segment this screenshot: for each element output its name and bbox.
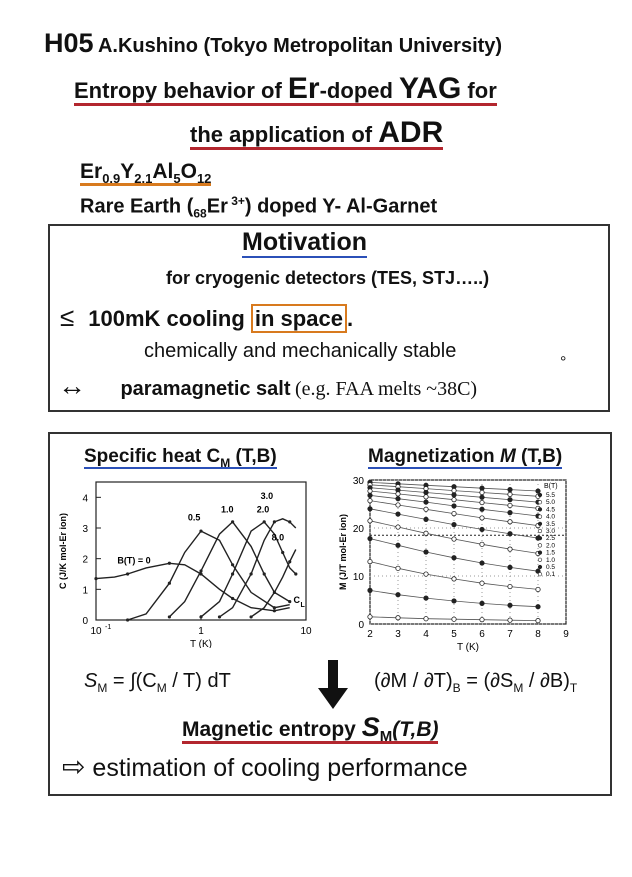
title-text-1: Entropy behavior of bbox=[74, 78, 288, 103]
motivation-heading bbox=[242, 228, 367, 257]
series-point bbox=[452, 488, 456, 492]
legend-marker bbox=[538, 558, 542, 562]
series-point bbox=[452, 522, 456, 526]
series-point bbox=[508, 603, 512, 607]
formula-o: O bbox=[180, 160, 197, 183]
curve-annotation-sub: L bbox=[300, 602, 305, 610]
series-point bbox=[424, 490, 428, 494]
formula-al-sub: 5 bbox=[173, 171, 181, 187]
x-axis-label: T (K) bbox=[456, 642, 480, 653]
series-point bbox=[424, 507, 428, 511]
series-point bbox=[368, 615, 372, 619]
x-tick-label: 2 bbox=[367, 629, 373, 640]
maxwell-sub-b: B bbox=[452, 681, 461, 695]
estimation-text: estimation of cooling performance bbox=[92, 754, 468, 782]
series-point bbox=[263, 520, 266, 523]
entropy-sub: M bbox=[379, 728, 393, 746]
legend-label: 3.5 bbox=[546, 520, 556, 528]
legend-marker bbox=[538, 493, 542, 497]
series-point bbox=[508, 503, 512, 507]
curve-annotation: B(T) = 0 bbox=[117, 555, 151, 566]
x-tick-label: 9 bbox=[563, 629, 569, 640]
series-point bbox=[281, 551, 284, 554]
x-tick-label: 6 bbox=[479, 629, 485, 640]
series-point bbox=[396, 512, 400, 516]
series-point bbox=[424, 500, 428, 504]
series-point bbox=[288, 520, 291, 523]
series-point bbox=[396, 543, 400, 547]
entropy-s: S bbox=[361, 712, 380, 742]
motivation-box bbox=[48, 224, 610, 412]
hollow-arrow-icon: ⇨ bbox=[62, 751, 86, 782]
series-point bbox=[508, 584, 512, 588]
series-point bbox=[480, 542, 484, 546]
series-point bbox=[452, 504, 456, 508]
curve-annotation: 0.5 bbox=[187, 512, 201, 523]
title-underline-1 bbox=[74, 72, 497, 106]
legend-label: 2.0 bbox=[546, 542, 556, 550]
sm-sub-2: M bbox=[156, 681, 167, 695]
series-point bbox=[480, 581, 484, 585]
curve-annotation: C bbox=[293, 595, 300, 606]
magnetization-heading bbox=[368, 446, 562, 468]
maxwell-mid: = (∂S bbox=[460, 670, 514, 692]
series-point bbox=[480, 561, 484, 565]
specific-heat-text: Specific heat C bbox=[84, 446, 221, 467]
y-tick-label: 4 bbox=[82, 493, 88, 505]
magnetic-entropy-underline bbox=[182, 712, 439, 746]
series-point bbox=[536, 587, 540, 591]
rare-earth-text-1: Rare Earth ( bbox=[80, 195, 194, 218]
x-tick-exponent: -1 bbox=[105, 624, 112, 631]
magnetization-chart bbox=[334, 474, 604, 654]
rare-earth-text-2: ) doped Y- Al-Garnet bbox=[244, 195, 438, 218]
legend-label: 4.0 bbox=[546, 513, 556, 521]
series-point bbox=[480, 601, 484, 605]
faa-example-text: (e.g. FAA melts ~38C) bbox=[294, 378, 478, 400]
series-point bbox=[273, 520, 276, 523]
estimation-line bbox=[62, 750, 468, 783]
legend-label: 3.0 bbox=[546, 528, 556, 535]
legend-title: B(T) bbox=[544, 483, 558, 490]
series-point bbox=[396, 593, 400, 597]
curve-annotation: 2.0 bbox=[256, 504, 270, 515]
specific-heat-underline bbox=[84, 446, 277, 469]
entropy-label: Magnetic entropy bbox=[182, 718, 362, 741]
series-point bbox=[452, 577, 456, 581]
x-tick-label: 10 bbox=[300, 626, 312, 637]
down-arrow-icon bbox=[316, 660, 350, 710]
leq-icon: ≤ bbox=[60, 302, 75, 332]
series-point bbox=[396, 503, 400, 507]
series-point bbox=[536, 605, 540, 609]
series-point bbox=[396, 492, 400, 496]
series-point bbox=[480, 527, 484, 531]
formula-underline bbox=[80, 160, 211, 186]
series-point bbox=[294, 572, 297, 575]
series-point bbox=[368, 519, 372, 523]
maxwell-sub-m: M bbox=[513, 681, 524, 695]
series-point bbox=[452, 599, 456, 603]
magnetization-text: Magnetization bbox=[368, 446, 500, 467]
magnetic-entropy-heading bbox=[182, 712, 438, 745]
sm-rest: = ∫(C bbox=[107, 670, 157, 692]
legend-label: 1.0 bbox=[546, 556, 556, 564]
series-point bbox=[199, 529, 202, 532]
series-point bbox=[168, 615, 171, 618]
maxwell-sub-t: T bbox=[569, 681, 578, 695]
series-point bbox=[231, 520, 234, 523]
series-point bbox=[263, 572, 266, 575]
legend-marker bbox=[538, 565, 542, 569]
legend-marker bbox=[538, 572, 542, 576]
formula-al: Al bbox=[152, 160, 174, 183]
chemical-formula bbox=[80, 160, 211, 186]
series-point bbox=[480, 495, 484, 499]
y-tick-label: 0 bbox=[358, 620, 364, 631]
series-point bbox=[480, 507, 484, 511]
series-point bbox=[508, 510, 512, 514]
series-point bbox=[368, 588, 372, 592]
specific-heat-args: (T,B) bbox=[230, 446, 277, 467]
y-tick-label: 30 bbox=[352, 476, 364, 487]
motivation-line-2 bbox=[60, 302, 353, 333]
y-axis-label: M (J/T mol-Er ion) bbox=[338, 514, 348, 590]
series-point bbox=[126, 572, 129, 575]
series-point bbox=[480, 516, 484, 520]
formula-er: Er bbox=[80, 160, 103, 183]
series-point bbox=[168, 582, 171, 585]
er-charge: 3+ bbox=[227, 194, 245, 208]
series-point bbox=[231, 572, 234, 575]
magnetization-underline bbox=[368, 446, 562, 469]
in-space-text: in space bbox=[251, 304, 347, 333]
specific-heat-sub: M bbox=[220, 455, 231, 470]
maxwell-relation bbox=[374, 670, 577, 695]
series-point bbox=[249, 615, 252, 618]
sm-end: / T) dT bbox=[166, 670, 231, 692]
series-point bbox=[508, 618, 512, 622]
series-point bbox=[424, 617, 428, 621]
title-text-4: the application of bbox=[190, 122, 379, 147]
formula-y-sub: 2.1 bbox=[134, 171, 153, 187]
series-point bbox=[368, 559, 372, 563]
series-point bbox=[424, 531, 428, 535]
y-tick-label: 0 bbox=[82, 616, 88, 627]
rare-earth-line bbox=[80, 194, 437, 221]
series-point bbox=[288, 560, 291, 563]
series-point bbox=[168, 562, 171, 565]
legend-marker bbox=[538, 536, 542, 540]
series-point bbox=[480, 500, 484, 504]
maxwell-end: / ∂B) bbox=[523, 670, 570, 692]
motivation-heading-text: Motivation bbox=[242, 228, 367, 256]
magnetization-m: M bbox=[499, 446, 516, 467]
legend-label: 0.5 bbox=[546, 564, 556, 571]
series-point bbox=[508, 547, 512, 551]
title-er: Er bbox=[287, 72, 320, 105]
title-line-1 bbox=[74, 72, 497, 106]
legend-label: 1.5 bbox=[546, 549, 556, 557]
series-point bbox=[452, 511, 456, 515]
curve-annotation: 3.0 bbox=[260, 490, 274, 501]
series-point bbox=[94, 577, 97, 580]
x-tick-label: 7 bbox=[507, 629, 513, 640]
plot-frame bbox=[96, 482, 306, 620]
series-point bbox=[249, 572, 252, 575]
title-line-2 bbox=[190, 116, 443, 150]
series-point bbox=[452, 556, 456, 560]
formula-er-sub: 0.9 bbox=[102, 171, 121, 187]
series-line-3-0 bbox=[220, 519, 296, 617]
series-point bbox=[508, 532, 512, 536]
er-symbol: Er bbox=[206, 195, 228, 218]
legend-marker bbox=[538, 522, 542, 526]
degree-symbol: ° bbox=[560, 354, 567, 371]
series-point bbox=[480, 490, 484, 494]
magnetization-args: (T,B) bbox=[515, 446, 563, 467]
motivation-line-4 bbox=[58, 370, 477, 402]
legend-label: 4.5 bbox=[546, 506, 556, 514]
series-point bbox=[508, 487, 512, 491]
series-point bbox=[480, 486, 484, 490]
formula-o-sub: 12 bbox=[196, 171, 212, 187]
series-line-1-5 bbox=[370, 539, 538, 572]
series-point bbox=[199, 569, 202, 572]
legend-marker bbox=[538, 515, 542, 519]
formula-y: Y bbox=[120, 160, 135, 183]
motivation-line-1: for cryogenic detectors (TES, STJ…..) bbox=[166, 268, 490, 288]
x-tick-label: 5 bbox=[451, 629, 457, 640]
series-point bbox=[424, 517, 428, 521]
legend-marker bbox=[538, 500, 542, 504]
specific-heat-heading bbox=[84, 446, 277, 470]
y-tick-label: 20 bbox=[352, 524, 364, 535]
results-box bbox=[48, 432, 612, 796]
sm-integral-formula bbox=[84, 670, 231, 695]
atomic-number: 68 bbox=[193, 206, 207, 221]
x-tick-label: 8 bbox=[535, 629, 541, 640]
legend-marker bbox=[538, 551, 542, 555]
x-tick-label: 3 bbox=[395, 629, 401, 640]
y-tick-label: 10 bbox=[352, 572, 364, 583]
y-tick-label: 3 bbox=[82, 524, 88, 535]
x-axis-label: T (K) bbox=[189, 639, 213, 648]
poster-code: H05 bbox=[44, 28, 94, 58]
series-point bbox=[231, 563, 234, 566]
legend-label: 0.1 bbox=[546, 571, 556, 579]
title-underline-2 bbox=[190, 116, 444, 150]
author-affiliation: A.Kushino (Tokyo Metropolitan University) bbox=[97, 35, 503, 57]
period-text: . bbox=[346, 306, 354, 331]
down-arrow-head bbox=[318, 688, 348, 709]
maxwell-lhs: (∂M / ∂T) bbox=[374, 670, 453, 692]
specific-heat-chart bbox=[54, 478, 324, 648]
series-point bbox=[536, 489, 540, 493]
series-point bbox=[536, 618, 540, 622]
curve-annotation: 1.0 bbox=[220, 504, 234, 515]
series-point bbox=[480, 617, 484, 621]
title-text-3: for bbox=[461, 78, 497, 103]
series-point bbox=[368, 493, 372, 497]
series-point bbox=[452, 617, 456, 621]
series-point bbox=[218, 615, 221, 618]
legend-marker bbox=[538, 544, 542, 548]
curve-annotation: 8.0 bbox=[271, 532, 285, 543]
series-point bbox=[368, 498, 372, 502]
series-point bbox=[396, 566, 400, 570]
series-point bbox=[396, 497, 400, 501]
series-point bbox=[508, 520, 512, 524]
legend-label: 5.5 bbox=[546, 492, 556, 499]
legend-label: 2.5 bbox=[546, 535, 556, 543]
entropy-args: (T,B) bbox=[392, 718, 439, 741]
series-point bbox=[424, 495, 428, 499]
y-tick-label: 1 bbox=[82, 585, 88, 597]
legend-marker bbox=[538, 508, 542, 512]
series-point bbox=[424, 572, 428, 576]
series-point bbox=[424, 596, 428, 600]
series-point bbox=[508, 492, 512, 496]
title-yag: YAG bbox=[399, 72, 462, 105]
double-arrow-icon: ↔ bbox=[58, 370, 86, 401]
series-point bbox=[508, 497, 512, 501]
series-point bbox=[368, 489, 372, 493]
series-point bbox=[231, 597, 234, 600]
legend-marker bbox=[538, 529, 542, 533]
sm-s: S bbox=[84, 670, 98, 692]
x-tick-label: 10 bbox=[90, 626, 102, 637]
title-adr: ADR bbox=[378, 116, 444, 149]
down-arrow-shaft bbox=[328, 660, 338, 690]
author-line bbox=[44, 28, 502, 59]
x-tick-label: 4 bbox=[423, 629, 429, 640]
x-tick-label: 1 bbox=[198, 626, 204, 637]
title-text-2: -doped bbox=[319, 78, 400, 103]
series-point bbox=[508, 565, 512, 569]
series-point bbox=[273, 606, 276, 609]
y-axis-label: C (J/K mol-Er ion) bbox=[58, 513, 68, 589]
sm-sub: M bbox=[97, 681, 108, 695]
series-point bbox=[368, 507, 372, 511]
series-point bbox=[288, 600, 291, 603]
series-point bbox=[199, 615, 202, 618]
y-tick-label: 2 bbox=[82, 554, 88, 566]
series-point bbox=[396, 616, 400, 620]
series-point bbox=[396, 525, 400, 529]
series-point bbox=[452, 537, 456, 541]
series-point bbox=[273, 591, 276, 594]
series-point bbox=[273, 609, 276, 612]
series-point bbox=[368, 536, 372, 540]
series-point bbox=[452, 497, 456, 501]
series-point bbox=[452, 493, 456, 497]
legend-label: 5.0 bbox=[546, 499, 556, 507]
series-point bbox=[126, 618, 129, 621]
cooling-text: 100mK cooling bbox=[88, 306, 245, 331]
motivation-line-3: chemically and mechanically stable bbox=[144, 340, 457, 362]
series-point bbox=[424, 550, 428, 554]
paramagnetic-salt-text: paramagnetic salt bbox=[120, 378, 291, 400]
